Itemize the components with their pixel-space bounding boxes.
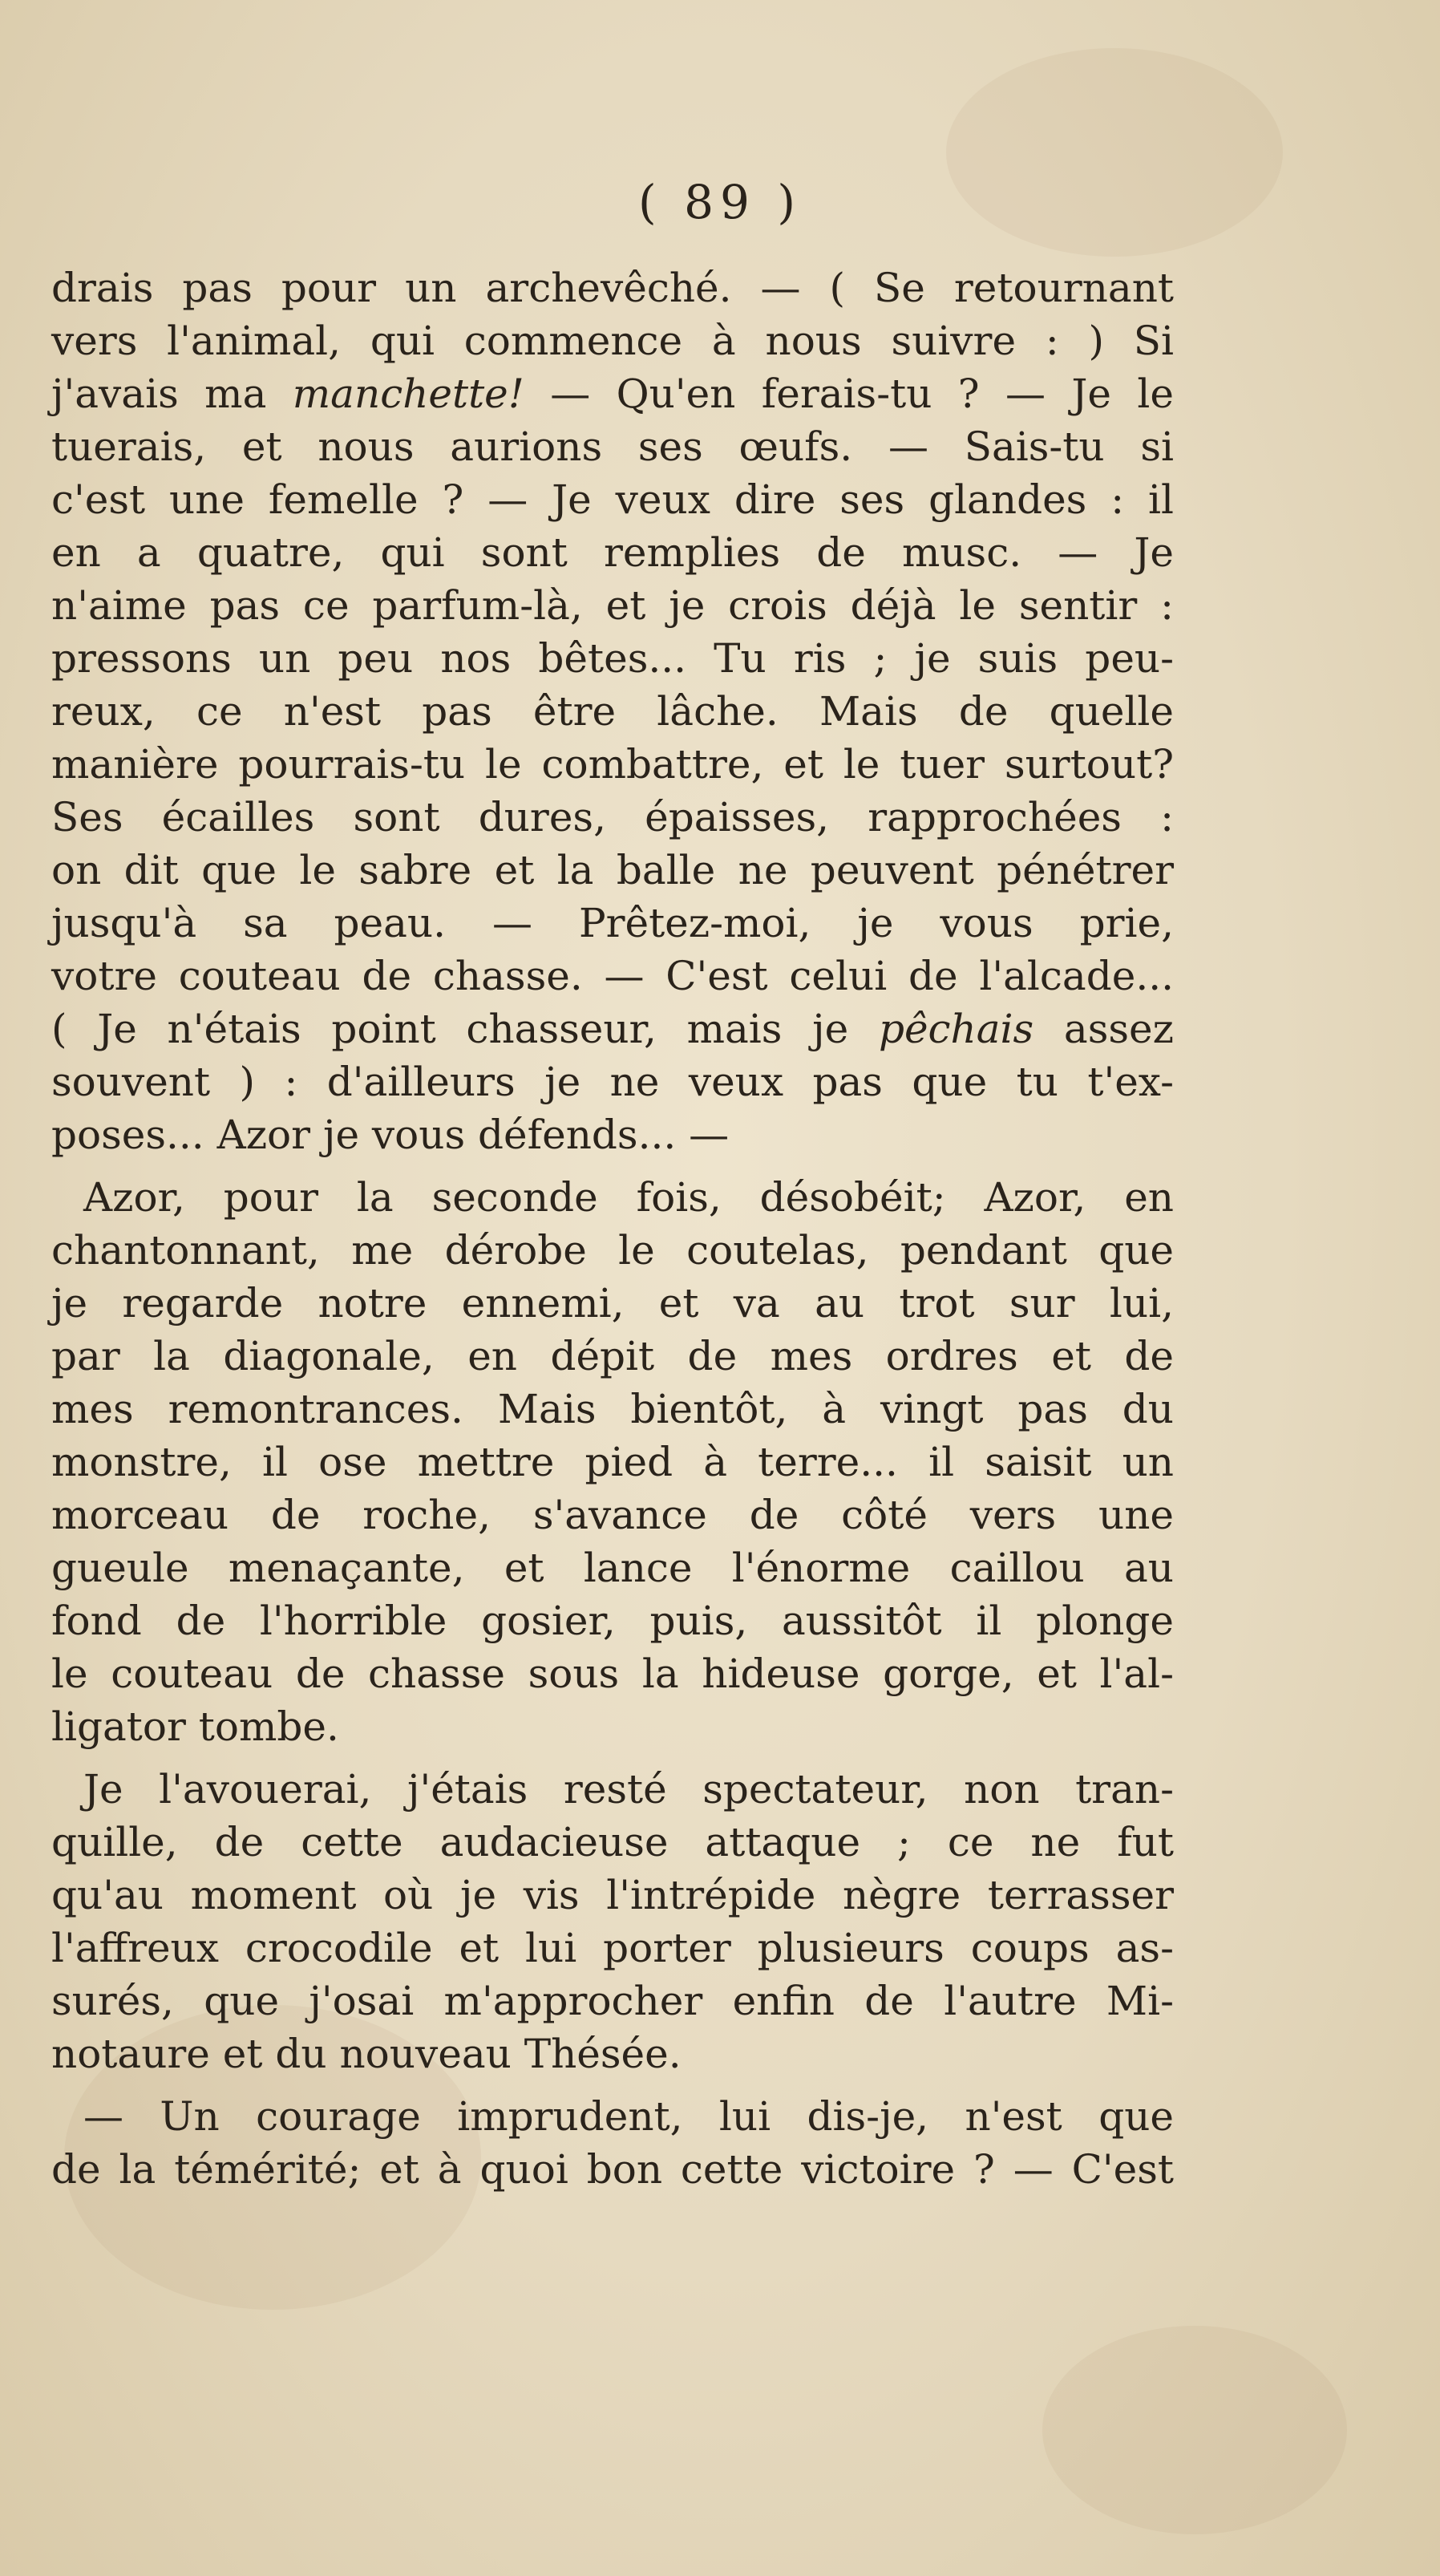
text-line: de la témérité; et à quoi bon cette victoire ? — C'est — [51, 2146, 1174, 2193]
text-segment: j'avais ma — [51, 371, 267, 417]
text-line: poses... Azor je vous défends... — — [51, 1112, 730, 1158]
text-line: en a quatre, qui sont remplies de musc. — Je — [51, 529, 1174, 576]
paper-stain — [1042, 2326, 1347, 2534]
text-line: l'affreux crocodile et lui porter plusieurs coups as- — [51, 1925, 1174, 1971]
text-line: le couteau de chasse sous la hideuse gorge, et l'al- — [51, 1651, 1174, 1697]
text-line: monstre, il ose mettre pied à terre... il saisit un — [51, 1439, 1174, 1485]
text-line: ligator tombe. — [51, 1703, 339, 1750]
paragraph-gap — [51, 1161, 1174, 1171]
text-line: notaure et du nouveau Thésée. — [51, 2031, 682, 2077]
text-line: — Un courage imprudent, lui dis-je, n'est que — [83, 2093, 1174, 2140]
text-line: n'aime pas ce parfum-là, et je crois déjà le sentir : — [51, 582, 1174, 629]
text-line: votre couteau de chasse. — C'est celui de l'alcade... — [51, 953, 1174, 999]
page-number: ( 89 ) — [638, 175, 802, 229]
text-line: fond de l'horrible gosier, puis, aussitôt il plonge — [51, 1598, 1174, 1644]
text-line: manière pourrais-tu le combattre, et le tuer surtout? — [51, 741, 1174, 788]
text-line: c'est une femelle ? — Je veux dire ses glandes : il — [51, 476, 1174, 523]
text-line: reux, ce n'est pas être lâche. Mais de quelle — [51, 688, 1174, 735]
text-line: Ses écailles sont dures, épaisses, rapprochées : — [51, 794, 1174, 840]
italic-word: pêchais — [878, 1006, 1034, 1052]
text-line: Je l'avouerai, j'étais resté spectateur, non tran- — [83, 1766, 1174, 1813]
text-line: souvent ) : d'ailleurs je ne veux pas que tu t'ex- — [51, 1059, 1174, 1105]
text-segment: assez — [1063, 1006, 1174, 1052]
text-line: drais pas pour un archevêché. — ( Se retournant — [51, 265, 1174, 311]
text-line: qu'au moment où je vis l'intrépide nègre terrasser — [51, 1872, 1174, 1918]
text-line: gueule menaçante, et lance l'énorme caillou au — [51, 1545, 1174, 1591]
text-line: jusqu'à sa peau. — Prêtez-moi, je vous prie, — [51, 900, 1174, 946]
text-line: mes remontrances. Mais bientôt, à vingt pas du — [51, 1386, 1174, 1432]
text-line: Azor, pour la seconde fois, désobéit; Azor, en — [83, 1174, 1174, 1221]
text-line: je regarde notre ennemi, et va au trot sur lui, — [51, 1280, 1174, 1326]
text-line: par la diagonale, en dépit de mes ordres et de — [51, 1333, 1174, 1379]
body-text — [51, 261, 1174, 2196]
text-segment: — Qu'en ferais-tu ? — Je le — [550, 371, 1174, 417]
text-line: on dit que le sabre et la balle ne peuvent pénétrer — [51, 847, 1174, 893]
text-line — [51, 1002, 1174, 1055]
text-line: chantonnant, me dérobe le coutelas, pendant que — [51, 1227, 1174, 1274]
italic-word: manchette! — [292, 371, 524, 417]
paragraph-gap — [51, 1753, 1174, 1763]
text-line: morceau de roche, s'avance de côté vers une — [51, 1492, 1174, 1538]
text-line: surés, que j'osai m'approcher enfin de l'autre Mi- — [51, 1978, 1174, 2024]
paragraph-gap — [51, 2080, 1174, 2090]
text-line — [51, 367, 1174, 420]
text-segment: ( Je n'étais point chasseur, mais je — [51, 1006, 849, 1052]
text-line: pressons un peu nos bêtes... Tu ris ; je suis peu- — [51, 635, 1174, 682]
text-line: vers l'animal, qui commence à nous suivre : ) Si — [51, 318, 1174, 364]
text-line: quille, de cette audacieuse attaque ; ce ne fut — [51, 1819, 1174, 1865]
text-line: tuerais, et nous aurions ses œufs. — Sais-tu si — [51, 423, 1174, 470]
